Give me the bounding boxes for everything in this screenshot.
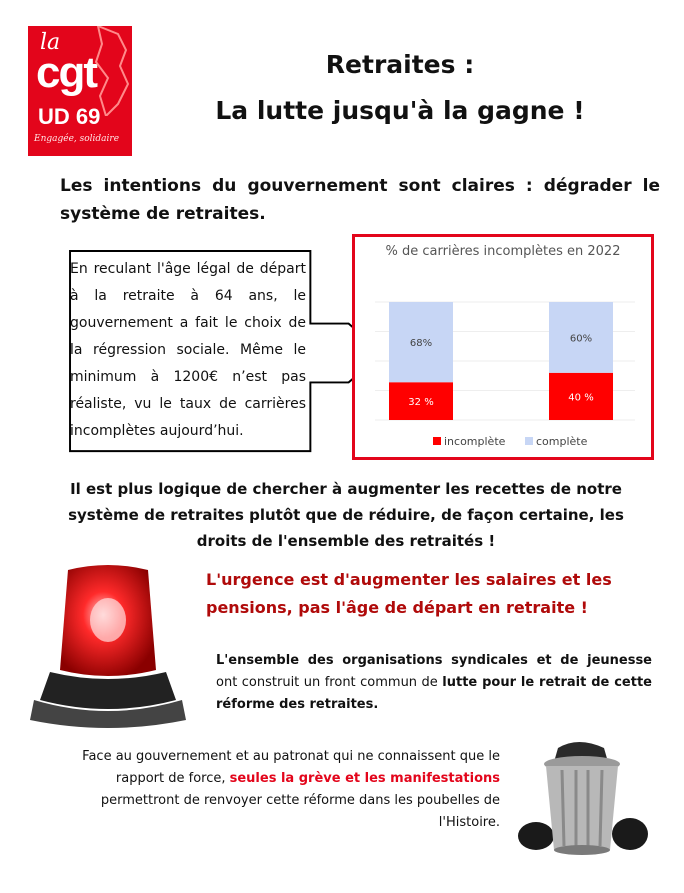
callout-text: En reculant l'âge légal de départ à la retraite à 64 ans, le gouvernement a fait le choix de la régression sociale. Même le minimum à 1200€ n’est pas réaliste, vu le taux de carrières incomplètes aujourd’hui.: [70, 261, 306, 439]
bar-label-complète-1: 60%: [569, 333, 593, 345]
org-part3: lutte pour le retrait de cette réforme des retraites.: [216, 675, 652, 712]
bar-label-incomplète-0: 32 %: [408, 397, 434, 409]
intro-text: Les intentions du gouvernement sont claires : dégrader le système de retraites.: [60, 176, 660, 224]
red-siren-icon: [28, 560, 188, 730]
org-part1: L'ensemble des organisations syndicales et de jeunesse: [216, 653, 652, 668]
organisations-paragraph: [216, 650, 652, 716]
title-line1: Retraites :: [325, 50, 475, 79]
logo-cgt: cgt: [36, 48, 96, 97]
bar-label-complète-0: 68%: [409, 338, 433, 350]
logo-ud: UD 69: [38, 104, 101, 129]
cgt-logo: [28, 26, 132, 156]
legend-label-complète: complète: [536, 435, 588, 448]
trash-can-icon: [518, 738, 648, 856]
logo-la: la: [40, 30, 61, 55]
final-part3: permettront de renvoyer cette réforme dans les poubelles de l'Histoire.: [100, 793, 500, 830]
rhone-map-icon: [88, 26, 132, 116]
chart-title: % de carrières incomplètes en 2022: [385, 244, 621, 259]
org-part2: ont construit un front commun de: [216, 675, 443, 690]
title-line2: La lutte jusqu'à la gagne !: [215, 96, 585, 125]
urgent-paragraph: L'urgence est d'augmenter les salaires et les pensions, pas l'âge de départ en retraite !: [206, 570, 612, 617]
final-paragraph: [66, 746, 500, 834]
bar-label-incomplète-1: 40 %: [568, 392, 594, 404]
chart-plot: [355, 270, 651, 456]
bold-paragraph: Il est plus logique de chercher à augmenter les recettes de notre système de retraites plutôt que de réduire, de façon certaine, les droits de l'ensemble des retraités !: [68, 480, 624, 550]
legend-swatch-complète: [525, 437, 533, 445]
final-part2: seules la grève et les manifestations: [229, 771, 500, 786]
legend-swatch-incomplète: [433, 437, 441, 445]
logo-tagline: Engagée, solidaire: [34, 134, 120, 144]
legend-label-incomplète: incomplète: [444, 435, 506, 448]
final-part1: Face au gouvernement et au patronat qui ne connaissent que le rapport de force,: [82, 749, 500, 786]
